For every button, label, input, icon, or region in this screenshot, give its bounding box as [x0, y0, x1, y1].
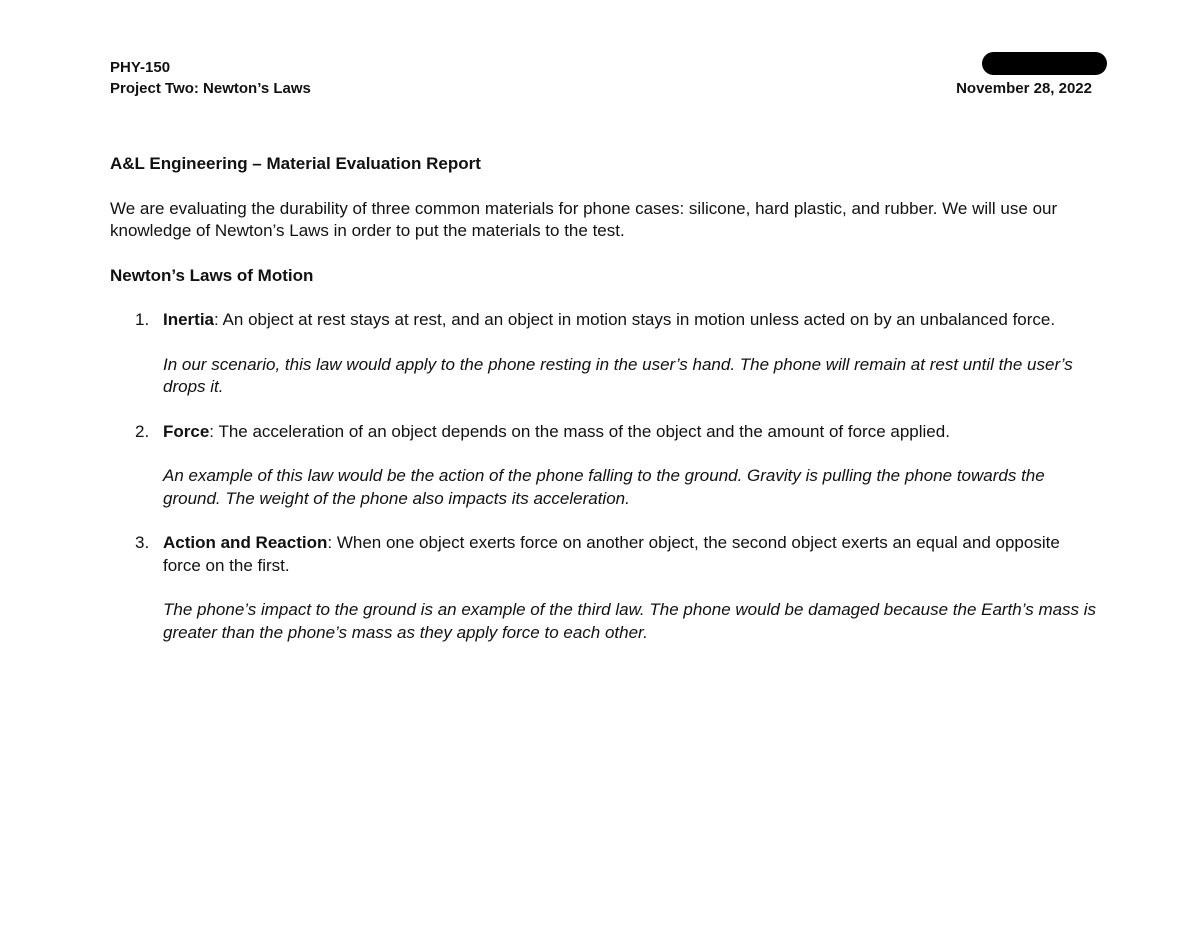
law-example: In our scenario, this law would apply to the phone resting in the user’s hand. The phone will remain at rest until the user’s drops it.	[163, 354, 1073, 396]
law-number: 3.	[135, 533, 150, 552]
law-definition: When one object exerts force on another object, the second object exerts an equal and opposite force on the first.	[163, 533, 1060, 575]
law-definition: An object at rest stays at rest, and an object in motion stays in motion unless acted on by an unbalanced force.	[222, 310, 1056, 329]
law-name: Inertia	[163, 310, 215, 329]
report-intro: We are evaluating the durability of three common materials for phone cases: silicone, hard plastic, and rubber. We will use our knowledge of Newton’s Laws in order to put the materials to the test.	[110, 198, 1058, 240]
project-title: Project Two: Newton’s Laws	[110, 80, 311, 97]
law-name: Force	[163, 421, 210, 441]
law-definition: The acceleration of an object depends on the mass of the object and the amount of force applied.	[218, 421, 950, 441]
law-item	[110, 309, 1100, 399]
law-example: An example of this law would be the action of the phone falling to the ground. Gravity is pulling the phone towards the ground. The weight of the phone also impacts its acceleration.	[163, 466, 1045, 508]
redacted-name-block	[982, 52, 1107, 75]
law-number: 2.	[135, 421, 150, 441]
law-definition-paragraph: Action and Reaction: When one object exerts force on another object, the second object exerts an equal and opposite force on the first.	[163, 533, 1060, 575]
section-heading: Newton’s Laws of Motion	[110, 265, 314, 285]
law-definition-paragraph: Inertia: An object at rest stays at rest, and an object in motion stays in motion unless acted on by an unbalanced force.	[163, 310, 1056, 329]
law-item	[110, 532, 1100, 644]
law-item	[110, 421, 1100, 511]
report-body	[110, 153, 1100, 666]
law-definition-paragraph: Force: The acceleration of an object depends on the mass of the object and the amount of force applied.	[163, 421, 950, 441]
header-date: November 28, 2022	[956, 80, 1092, 97]
law-example: The phone’s impact to the ground is an example of the third law. The phone would be damaged because the Earth’s mass is greater than the phone’s mass as they apply force to each other.	[163, 600, 1097, 642]
laws-list	[110, 309, 1100, 644]
law-number: 1.	[135, 310, 150, 329]
law-name: Action and Reaction	[163, 533, 328, 552]
course-code: PHY-150	[110, 59, 171, 76]
header-left	[110, 57, 311, 99]
report-title: A&L Engineering – Material Evaluation Report	[110, 154, 481, 173]
